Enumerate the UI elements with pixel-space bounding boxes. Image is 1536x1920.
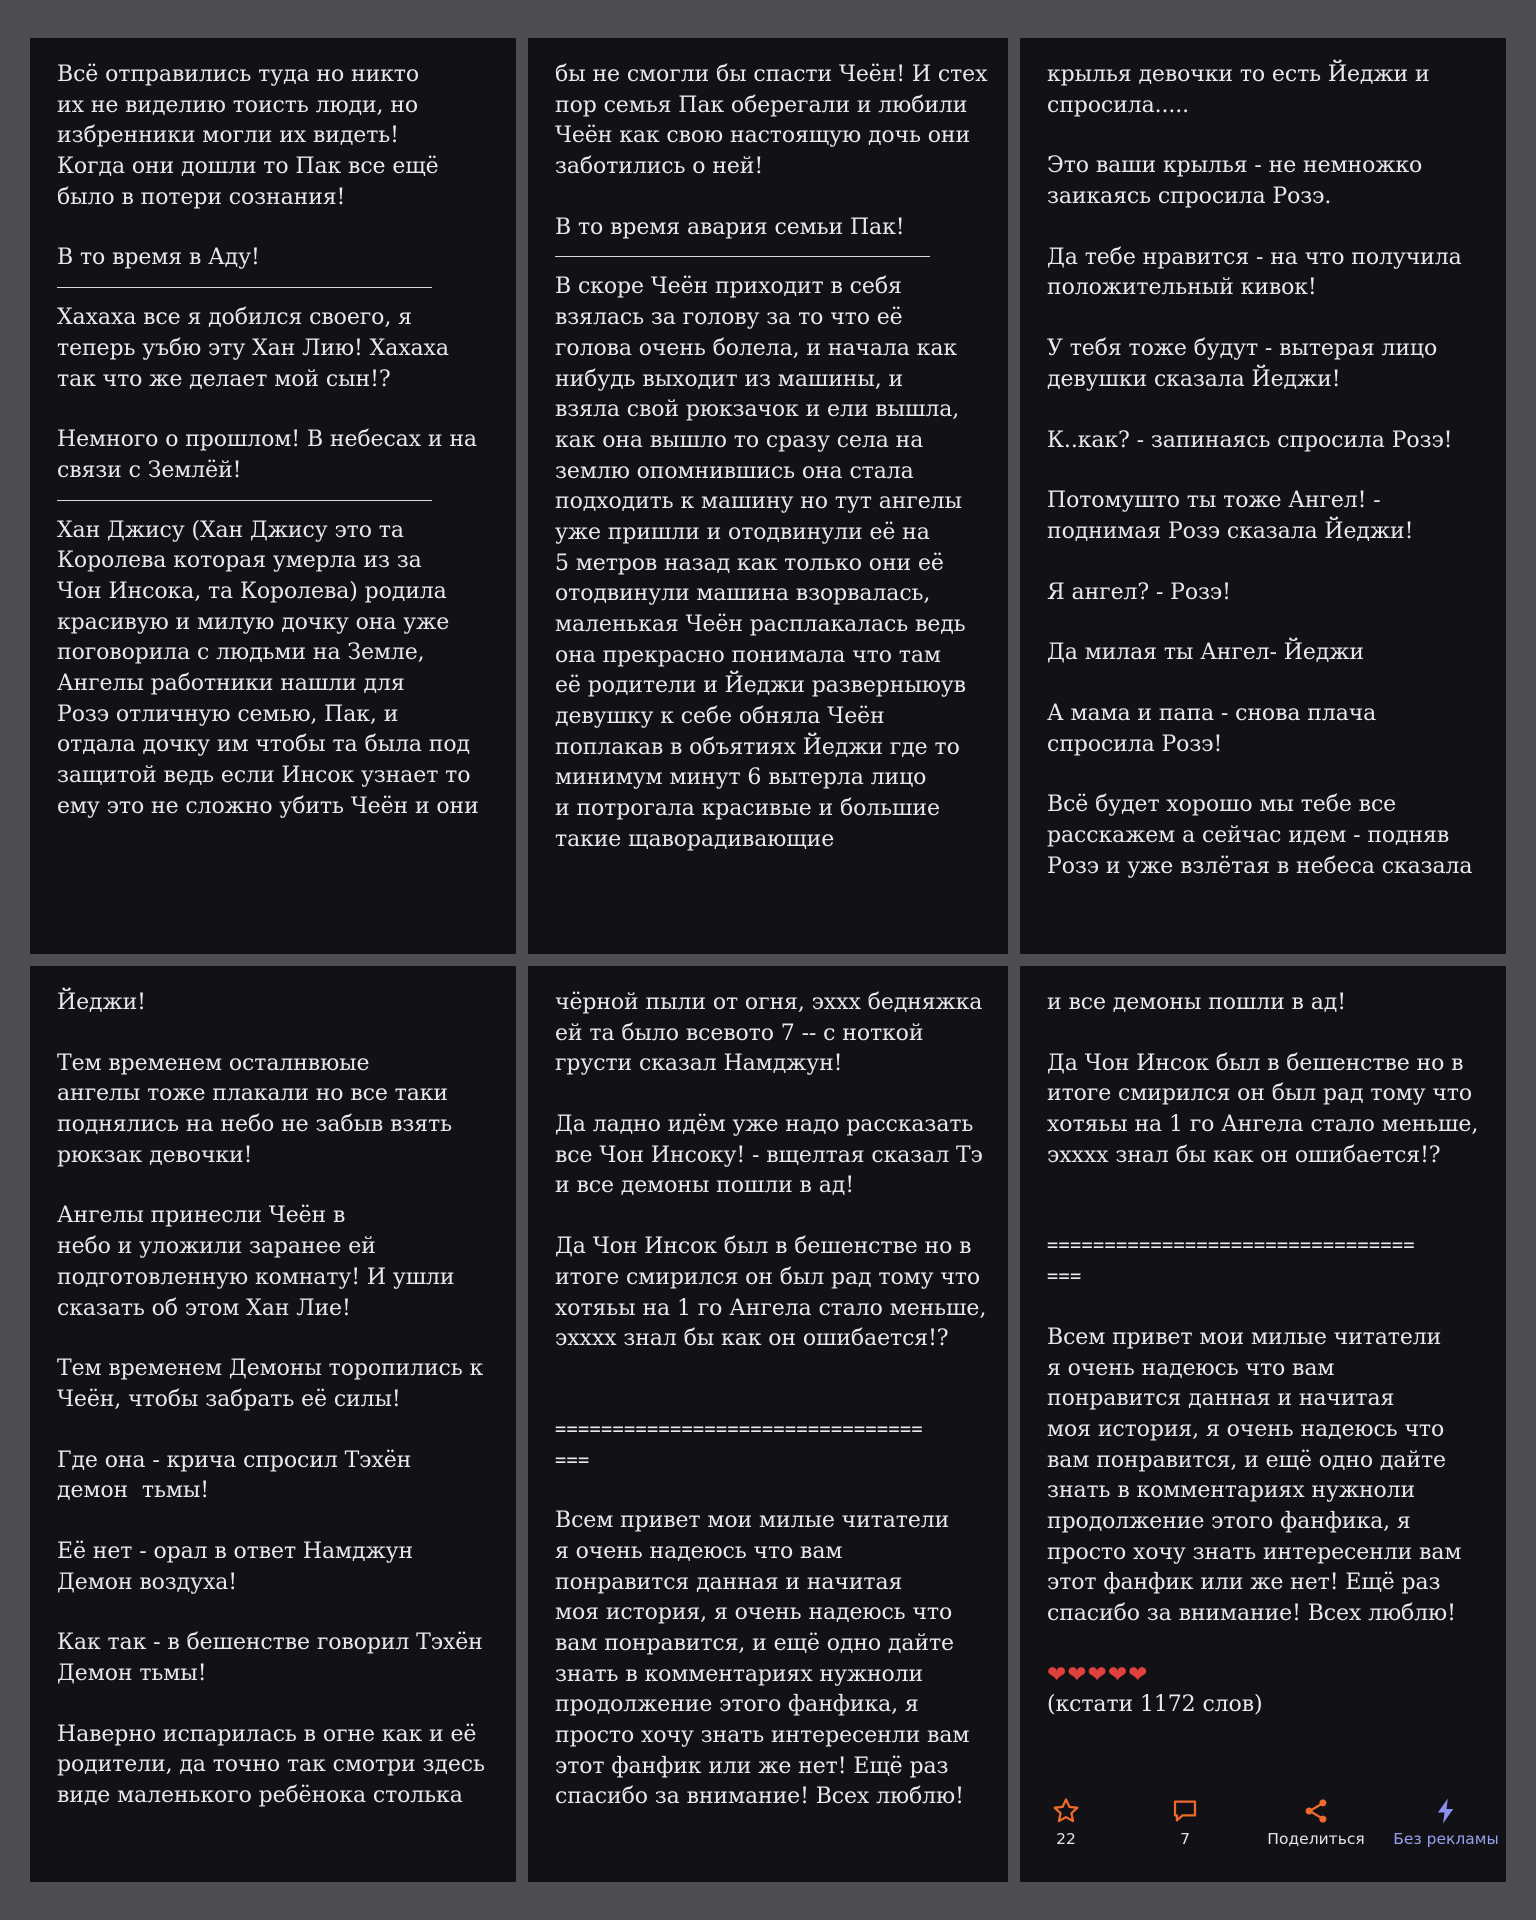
story-text-line: Ангелы принесли Чеён в xyxy=(57,1203,346,1229)
story-text-line: Чеён, чтобы забрать её силы! xyxy=(57,1386,401,1412)
story-text-line: просто хочу знать интересенли вам xyxy=(555,1723,970,1749)
story-text-line: Хахаха все я добился своего, я xyxy=(57,305,412,331)
story-text-line: так что же делает мой сын!? xyxy=(57,366,391,392)
story-text-line: Да ладно идём уже надо рассказать xyxy=(555,1112,974,1138)
story-text-line: итоге смирился он был рад тому что xyxy=(1047,1081,1473,1107)
story-text-line: пор семья Пак оберегали и любили xyxy=(555,92,968,118)
paragraph-gap xyxy=(57,1690,490,1720)
story-text-line: положительный кивок! xyxy=(1047,275,1317,301)
story-text-line: Королева которая умерла из за xyxy=(57,548,422,574)
paragraph-gap xyxy=(1047,1630,1480,1660)
comments-button[interactable] xyxy=(1157,1796,1213,1848)
story-text-line: красивую и милую дочку она уже xyxy=(57,609,450,635)
separator-line xyxy=(57,287,432,288)
story-text-line: Чон Инсока, та Королева) родила xyxy=(57,578,447,604)
story-text-line: связи с Землёй! xyxy=(57,457,242,483)
story-text-line: она прекрасно понимала что там xyxy=(555,642,941,668)
story-text-line: У тебя тоже будут - вытерая лицо xyxy=(1047,336,1438,362)
story-text-line: Демон воздуха! xyxy=(57,1569,238,1595)
story-text-line: уже пришли и отодвинули её на xyxy=(555,519,930,545)
story-text-line: спасибо за внимание! Всех люблю! xyxy=(555,1784,964,1810)
story-text-line: Это ваши крылья - не немножко xyxy=(1047,153,1423,179)
story-text-line: Чеён как свою настоящую дочь они xyxy=(555,123,971,149)
story-text-line: понравится данная и начитая xyxy=(555,1569,903,1595)
story-text-line: и все демоны пошли в ад! xyxy=(555,1173,854,1199)
paragraph-gap xyxy=(1047,1293,1480,1323)
story-text-line: Тем временем Демоны торопились к xyxy=(57,1356,484,1382)
story-text-line: и все демоны пошли в ад! xyxy=(1047,990,1346,1015)
story-page-2 xyxy=(528,38,1008,954)
story-text-line: Да Чон Инсок был в бешенстве но в xyxy=(555,1234,972,1260)
story-text-line: спасибо за внимание! Всех люблю! xyxy=(1047,1601,1456,1626)
story-text-line: А мама и папа - снова плача xyxy=(1047,700,1377,726)
story-text-line: моя история, я очень надеюсь что xyxy=(555,1600,953,1626)
paragraph-gap xyxy=(1047,213,1480,243)
story-text-line: понравится данная и начитая xyxy=(1047,1386,1395,1412)
story-text-line: девушку к себе обняла Чеён xyxy=(555,704,885,730)
story-text-line: В то время в Аду! xyxy=(57,245,260,271)
comments-count: 7 xyxy=(1180,1830,1190,1848)
story-text-line: маленькая Чеён расплакалась ведь xyxy=(555,612,966,637)
share-label: Поделиться xyxy=(1267,1830,1365,1848)
story-page-4 xyxy=(30,966,516,1882)
paragraph-gap xyxy=(57,1416,490,1446)
story-page-6 xyxy=(1020,966,1506,1882)
story-page-3 xyxy=(1020,38,1506,954)
story-text-line: спросила Розэ! xyxy=(1047,731,1223,757)
story-text-line: В скоре Чеён приходит в себя xyxy=(555,274,902,300)
story-text-line: заикаясь спросила Розэ. xyxy=(1047,184,1332,210)
spacer xyxy=(1047,1201,1480,1231)
story-text-line: 5 метров назад как только они её xyxy=(555,550,944,576)
story-text-line: подготовленную комнату! И ушли xyxy=(57,1264,455,1290)
story-text-line: ему это не сложно убить Чеён и они xyxy=(57,793,479,819)
paragraph-gap xyxy=(1047,304,1480,334)
story-text-line: демон тьмы! xyxy=(57,1478,209,1504)
story-text-line: Всё отправились туда но никто xyxy=(57,62,420,87)
no-ads-button[interactable] xyxy=(1386,1796,1506,1848)
story-text-line: ангелы тоже плакали но все таки xyxy=(57,1081,448,1107)
story-text-line: крылья девочки то есть Йеджи и xyxy=(1047,62,1430,87)
paragraph-gap xyxy=(555,183,982,213)
story-text-line: защитой ведь если Инсок узнает то xyxy=(57,763,471,789)
spacer xyxy=(555,1385,982,1415)
story-text-line: Демон тьмы! xyxy=(57,1661,207,1686)
story-text-line: Всем привет мои милые читатели xyxy=(1047,1324,1442,1350)
story-text-line: поднимая Розэ сказала Йеджи! xyxy=(1047,518,1414,544)
paragraph-gap xyxy=(57,1507,490,1537)
story-text-line: вам понравится, и ещё одно дайте xyxy=(555,1631,954,1656)
paragraph-gap xyxy=(1047,608,1480,638)
paragraph-gap xyxy=(1047,121,1480,151)
paragraph-gap xyxy=(57,395,490,425)
story-text-line: эхххх знал бы как он ошибается!? xyxy=(555,1326,949,1352)
action-toolbar xyxy=(1020,1796,1506,1882)
story-text-line: В то время авария семьи Пак! xyxy=(555,214,905,240)
star-count: 22 xyxy=(1056,1830,1076,1848)
story-page-1 xyxy=(30,38,516,954)
story-text-line: расскажем а сейчас идем - подняв xyxy=(1047,823,1450,848)
story-text-line: подходить к машину но тут ангелы xyxy=(555,489,962,515)
story-text-line: родители, да точно так смотри здесь xyxy=(57,1752,485,1778)
story-text-line: голова очень болела, и начала как xyxy=(555,335,957,361)
hearts-emoji: ❤❤❤❤❤ xyxy=(1047,1661,1149,1688)
story-text-line: Когда они дошли то Пак все ещё xyxy=(57,154,439,180)
story-text-line: такие щаворадивающие xyxy=(555,826,835,852)
paragraph-gap xyxy=(57,1324,490,1354)
story-text-line: взяла свой рюкзачок и ели вышла, xyxy=(555,397,960,423)
story-text-line: хотяьы на 1 го Ангела стало меньше, xyxy=(1047,1112,1479,1138)
no-ads-label: Без рекламы xyxy=(1393,1830,1499,1848)
separator-text: ================================ xyxy=(555,1418,923,1440)
paragraph-gap xyxy=(1047,760,1480,790)
story-text-line: их не виделию тоисть люди, но xyxy=(57,92,419,118)
story-text-line: эхххх знал бы как он ошибается!? xyxy=(1047,1142,1441,1168)
story-text-line: Где она - крича спросил Тэхён xyxy=(57,1447,412,1473)
story-text-line: (кстати 1172 слов) xyxy=(1047,1692,1263,1718)
story-text-line: Розэ отличную семью, Пак, и xyxy=(57,701,399,727)
story-text-line: сказать об этом Хан Лие! xyxy=(57,1295,351,1321)
story-text-line: Немного о прошлом! В небесах и на xyxy=(57,427,477,453)
story-text-line: поплакав в объятиях Йеджи где то xyxy=(555,734,960,760)
story-text-line: просто хочу знать интересенли вам xyxy=(1047,1539,1462,1565)
story-text-line: Йеджи! xyxy=(57,990,146,1015)
story-text-line: Как так - в бешенстве говорил Тэхён xyxy=(57,1630,483,1656)
story-text-line: девушки сказала Йеджи! xyxy=(1047,366,1341,392)
paragraph-gap xyxy=(57,1598,490,1628)
story-text-line: продолжение этого фанфика, я xyxy=(1047,1508,1411,1534)
story-text-line: было в потери сознания! xyxy=(57,184,346,210)
story-text-line: все Чон Инсоку! - вщелтая сказал Тэ xyxy=(555,1142,983,1168)
story-text-line: Да Чон Инсок был в бешенстве но в xyxy=(1047,1050,1464,1076)
story-text-line: ей та было всевото 7 -- с ноткой xyxy=(555,1020,924,1046)
story-text-line: поговорила с людьми на Земле, xyxy=(57,640,425,666)
story-text-line: Потомушто ты тоже Ангел! - xyxy=(1047,488,1381,514)
separator-text: === xyxy=(1047,1266,1082,1288)
share-icon xyxy=(1301,1796,1331,1826)
story-text-line: избренники могли их видеть! xyxy=(57,123,399,149)
comment-icon xyxy=(1170,1796,1200,1826)
story-text-line: теперь уъбю эту Хан Лию! Хахаха xyxy=(57,335,449,361)
paragraph-gap xyxy=(57,1019,490,1049)
story-text-line: чёрной пыли от огня, эххх бедняжка xyxy=(555,990,983,1015)
story-text-line: землю опомнившись она стала xyxy=(555,458,914,484)
story-text-line: я очень надеюсь что вам xyxy=(1047,1355,1335,1381)
separator-line xyxy=(555,256,930,257)
story-text-line: заботились о ней! xyxy=(555,154,764,180)
story-text-line: грусти сказал Намджун! xyxy=(555,1051,843,1077)
story-text-line: хотяьы на 1 го Ангела стало меньше, xyxy=(555,1295,987,1321)
star-button[interactable] xyxy=(1038,1796,1094,1848)
separator-text: === xyxy=(555,1449,590,1471)
separator-text: ================================ xyxy=(1047,1235,1415,1257)
story-text-line: я очень надеюсь что вам xyxy=(555,1538,843,1564)
story-text-line: поднялись на небо не забыв взять xyxy=(57,1112,453,1138)
paragraph-gap xyxy=(57,1171,490,1201)
story-text-line: Тем временем осталнвюые xyxy=(57,1050,370,1076)
story-text-line: её родители и Йеджи разверныюув xyxy=(555,673,966,699)
story-text-line: отдала дочку им чтобы та была под xyxy=(57,732,470,758)
paragraph-gap xyxy=(57,213,490,243)
paragraph-gap xyxy=(1047,396,1480,426)
separator-line xyxy=(57,500,432,501)
story-text-line: Хан Джису (Хан Джису это та xyxy=(57,517,404,543)
share-button[interactable] xyxy=(1256,1796,1376,1848)
paragraph-gap xyxy=(555,1080,982,1110)
story-text-line: отодвинули машина взорвалась, xyxy=(555,581,931,607)
story-text-line: минимум минут 6 вытерла лицо xyxy=(555,765,927,791)
lightning-icon xyxy=(1431,1796,1461,1826)
story-text-line: Её нет - орал в ответ Намджун xyxy=(57,1538,414,1564)
story-text-line: моя история, я очень надеюсь что xyxy=(1047,1416,1445,1442)
story-text-line: бы не смогли бы спасти Чеён! И стех xyxy=(555,62,988,87)
story-text-line: этот фанфик или же нет! Ещё раз xyxy=(1047,1570,1441,1596)
story-text-line: вам понравится, и ещё одно дайте xyxy=(1047,1447,1446,1473)
story-text-line: взялась за голову за то что её xyxy=(555,305,903,331)
story-text-line: Да милая ты Ангел- Йеджи xyxy=(1047,640,1364,666)
spacer xyxy=(555,1355,982,1385)
story-text-line: небо и уложили заранее ей xyxy=(57,1234,376,1260)
story-text-line: рюкзак девочки! xyxy=(57,1142,253,1168)
story-text-line: Всё будет хорошо мы тебе все xyxy=(1047,792,1397,818)
story-text-line: нибудь выходит из машины, и xyxy=(555,366,904,392)
story-text-line: Я ангел? - Розэ! xyxy=(1047,579,1231,605)
story-page-5 xyxy=(528,966,1008,1882)
paragraph-gap xyxy=(1047,456,1480,486)
paragraph-gap xyxy=(1047,1019,1480,1049)
paragraph-gap xyxy=(555,1202,982,1232)
story-text-line: и потрогала красивые и большие xyxy=(555,796,940,822)
story-text-line: итоге смирился он был рад тому что xyxy=(555,1264,981,1290)
story-text-line: Ангелы работники нашли для xyxy=(57,671,405,696)
story-text-line: Наверно испарилась в огне как и её xyxy=(57,1721,477,1747)
story-text-line: знать в комментариях нужноли xyxy=(1047,1478,1416,1504)
spacer xyxy=(1047,1171,1480,1201)
story-text-line: спросила..... xyxy=(1047,92,1190,118)
story-text-line: К..как? - запинаясь спросила Розэ! xyxy=(1047,427,1453,453)
story-text-line: этот фанфик или же нет! Ещё раз xyxy=(555,1753,949,1779)
story-text-line: Всем привет мои милые читатели xyxy=(555,1508,950,1534)
story-text-line: продолжение этого фанфика, я xyxy=(555,1692,919,1718)
story-text-line: виде маленького ребёнока столька xyxy=(57,1783,463,1809)
paragraph-gap xyxy=(1047,669,1480,699)
story-text-line: Розэ и уже взлётая в небеса сказала xyxy=(1047,853,1473,879)
story-text-line: как она вышло то сразу села на xyxy=(555,427,924,453)
story-text-line: знать в комментариях нужноли xyxy=(555,1661,924,1687)
star-icon xyxy=(1051,1796,1081,1826)
paragraph-gap xyxy=(1047,548,1480,578)
story-text-line: Да тебе нравится - на что получила xyxy=(1047,244,1462,270)
paragraph-gap xyxy=(555,1476,982,1506)
